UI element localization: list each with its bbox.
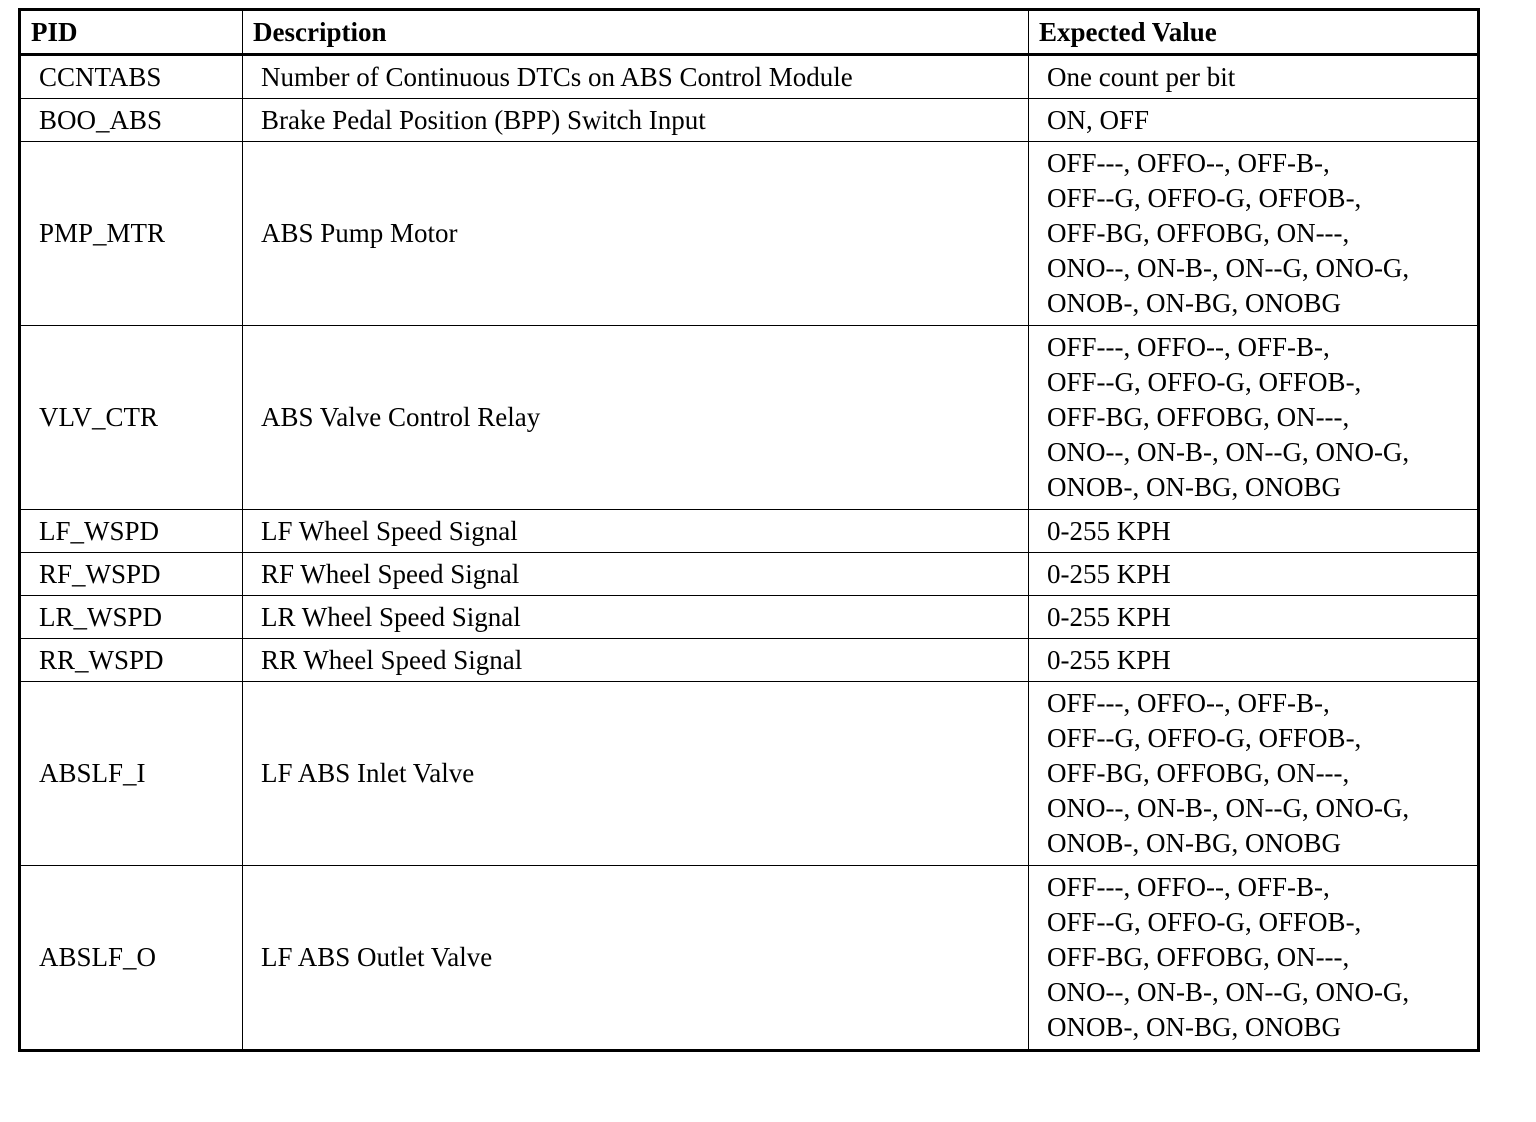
cell-pid: RF_WSPD — [20, 553, 243, 596]
cell-expected-value — [1029, 682, 1479, 866]
expected-line: ONO--, ON-B-, ON--G, ONO-G, — [1047, 977, 1410, 1007]
expected-line: OFF-BG, OFFOBG, ON---, — [1047, 218, 1350, 248]
cell-expected-value — [1029, 142, 1479, 326]
expected-line: ONOB-, ON-BG, ONOBG — [1047, 288, 1341, 318]
expected-line: OFF---, OFFO--, OFF-B-, — [1047, 332, 1330, 362]
expected-line: ONOB-, ON-BG, ONOBG — [1047, 828, 1341, 858]
table-row — [20, 553, 1479, 596]
cell-expected-value — [1029, 866, 1479, 1051]
expected-line: ONO--, ON-B-, ON--G, ONO-G, — [1047, 793, 1410, 823]
table-header-row — [20, 10, 1479, 55]
pid-table — [18, 8, 1480, 1052]
expected-line: OFF---, OFFO--, OFF-B-, — [1047, 688, 1330, 718]
expected-line: ONO--, ON-B-, ON--G, ONO-G, — [1047, 437, 1410, 467]
cell-pid: PMP_MTR — [20, 142, 243, 326]
table-row — [20, 99, 1479, 142]
cell-pid: LF_WSPD — [20, 510, 243, 553]
cell-expected-value: 0-255 KPH — [1029, 596, 1479, 639]
expected-line: ONOB-, ON-BG, ONOBG — [1047, 1012, 1341, 1042]
expected-line: OFF---, OFFO--, OFF-B-, — [1047, 872, 1330, 902]
cell-description: ABS Pump Motor — [243, 142, 1029, 326]
expected-line: OFF--G, OFFO-G, OFFOB-, — [1047, 183, 1362, 213]
header-pid: PID — [20, 10, 243, 55]
cell-description: RF Wheel Speed Signal — [243, 553, 1029, 596]
cell-expected-value: 0-255 KPH — [1029, 639, 1479, 682]
table-row — [20, 326, 1479, 510]
table-row — [20, 682, 1479, 866]
cell-description: Brake Pedal Position (BPP) Switch Input — [243, 99, 1029, 142]
table-row — [20, 142, 1479, 326]
cell-description: ABS Valve Control Relay — [243, 326, 1029, 510]
table-row — [20, 639, 1479, 682]
table-row — [20, 55, 1479, 99]
table-row — [20, 510, 1479, 553]
cell-description: LF Wheel Speed Signal — [243, 510, 1029, 553]
cell-description: LF ABS Inlet Valve — [243, 682, 1029, 866]
expected-line: OFF-BG, OFFOBG, ON---, — [1047, 758, 1350, 788]
cell-description: Number of Continuous DTCs on ABS Control Module — [243, 55, 1029, 99]
expected-line: OFF---, OFFO--, OFF-B-, — [1047, 148, 1330, 178]
expected-line: OFF-BG, OFFOBG, ON---, — [1047, 942, 1350, 972]
cell-expected-value — [1029, 326, 1479, 510]
cell-description: RR Wheel Speed Signal — [243, 639, 1029, 682]
cell-expected-value: 0-255 KPH — [1029, 553, 1479, 596]
expected-line: OFF--G, OFFO-G, OFFOB-, — [1047, 907, 1362, 937]
expected-line: ONOB-, ON-BG, ONOBG — [1047, 472, 1341, 502]
cell-expected-value: ON, OFF — [1029, 99, 1479, 142]
expected-line: OFF--G, OFFO-G, OFFOB-, — [1047, 723, 1362, 753]
cell-pid: RR_WSPD — [20, 639, 243, 682]
cell-pid: ABSLF_O — [20, 866, 243, 1051]
cell-pid: ABSLF_I — [20, 682, 243, 866]
header-description: Description — [243, 10, 1029, 55]
cell-pid: VLV_CTR — [20, 326, 243, 510]
table-row — [20, 866, 1479, 1051]
header-expected-value: Expected Value — [1029, 10, 1479, 55]
cell-pid: LR_WSPD — [20, 596, 243, 639]
cell-description: LF ABS Outlet Valve — [243, 866, 1029, 1051]
expected-line: OFF-BG, OFFOBG, ON---, — [1047, 402, 1350, 432]
cell-pid: CCNTABS — [20, 55, 243, 99]
cell-expected-value: One count per bit — [1029, 55, 1479, 99]
table-row — [20, 596, 1479, 639]
cell-pid: BOO_ABS — [20, 99, 243, 142]
expected-line: OFF--G, OFFO-G, OFFOB-, — [1047, 367, 1362, 397]
cell-expected-value: 0-255 KPH — [1029, 510, 1479, 553]
cell-description: LR Wheel Speed Signal — [243, 596, 1029, 639]
expected-line: ONO--, ON-B-, ON--G, ONO-G, — [1047, 253, 1410, 283]
